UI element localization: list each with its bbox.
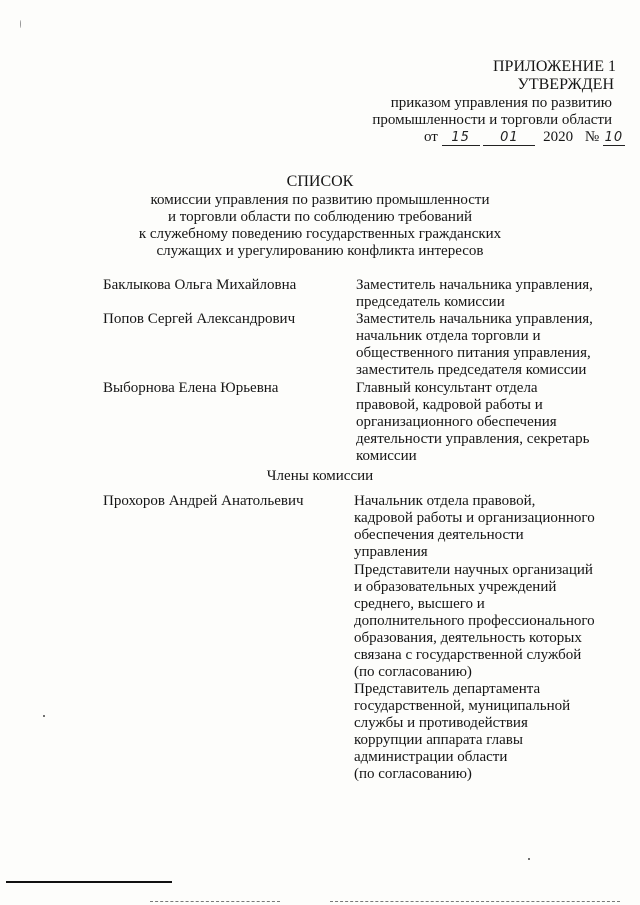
position-line: дополнительного профессионального [354,613,595,629]
order-line-2: промышленности и торговли области [372,112,612,128]
position-line: председатель комиссии [356,294,505,310]
scan-speck [528,858,530,860]
position-line: среднего, высшего и [354,596,485,612]
bottom-edge-marks [150,901,280,902]
position-line: образования, деятельность которых [354,630,582,646]
position-line: Заместитель начальника управления, [356,311,593,327]
position-line: заместитель председателя комиссии [356,362,587,378]
member-position-3 [356,380,618,465]
position-line: службы и противодействия [354,715,528,731]
position-line: общественного питания управления, [356,345,591,361]
scan-speck [43,715,45,717]
date-year: 2020 [543,129,574,145]
order-number: 10 [604,130,624,145]
position-line: государственной, муниципальной [354,698,571,714]
title-line-2: и торговли области по соблюдению требований [167,209,473,225]
scan-speck [20,20,21,28]
title-line-1: комиссии управления по развитию промышленности [150,192,490,208]
commission-member-position-1 [354,493,616,561]
position-line: деятельности управления, секретарь [356,431,590,447]
commission-member-position-3 [354,681,616,783]
position-line: обеспечения деятельности [354,527,524,543]
member-name-3: Выборнова Елена Юрьевна [103,380,279,396]
position-line: (по согласованию) [354,766,472,782]
order-line-1: приказом управления по развитию [390,95,612,111]
commission-member-position-2 [354,562,616,681]
position-line: и образовательных учреждений [354,579,557,595]
bottom-edge-marks [330,901,620,902]
position-line: начальник отдела торговли и [356,328,541,344]
order-date-line [424,129,625,146]
member-position-1 [356,277,618,311]
member-name-2: Попов Сергей Александрович [103,311,296,327]
position-line: комиссии [356,448,417,464]
title-line-3: к служебному поведению государственных гражданских [138,226,502,242]
position-line: администрации области [354,749,508,765]
position-line: Представители научных организаций [354,562,593,578]
position-line: организационного обеспечения [356,414,557,430]
position-line: кадровой работы и организационного [354,510,595,526]
members-heading: Члены комиссии [266,468,374,484]
footer-rule [6,881,172,883]
member-position-2 [356,311,618,379]
position-line: управления [354,544,428,560]
position-line: Главный консультант отдела [356,380,538,396]
position-line: (по согласованию) [354,664,472,680]
member-name-1: Баклыкова Ольга Михайловна [103,277,297,293]
appendix-label: ПРИЛОЖЕНИЕ 1 [492,58,616,75]
position-line: Представитель департамента [354,681,541,697]
position-line: коррупции аппарата главы [354,732,523,748]
date-day: 15 [442,131,480,146]
document-title: СПИСОК [286,173,354,190]
approved-label: УТВЕРЖДЕН [517,76,614,93]
position-line: Заместитель начальника управления, [356,277,593,293]
date-month: 01 [483,131,535,146]
position-line: связана с государственной службой [354,647,582,663]
position-line: правовой, кадровой работы и [356,397,543,413]
number-sign: № [584,129,600,145]
date-prefix: от [424,129,438,145]
title-line-4: служащих и урегулированию конфликта интересов [156,243,484,259]
position-line: Начальник отдела правовой, [354,493,536,509]
commission-member-name-1: Прохоров Андрей Анатольевич [103,493,304,509]
